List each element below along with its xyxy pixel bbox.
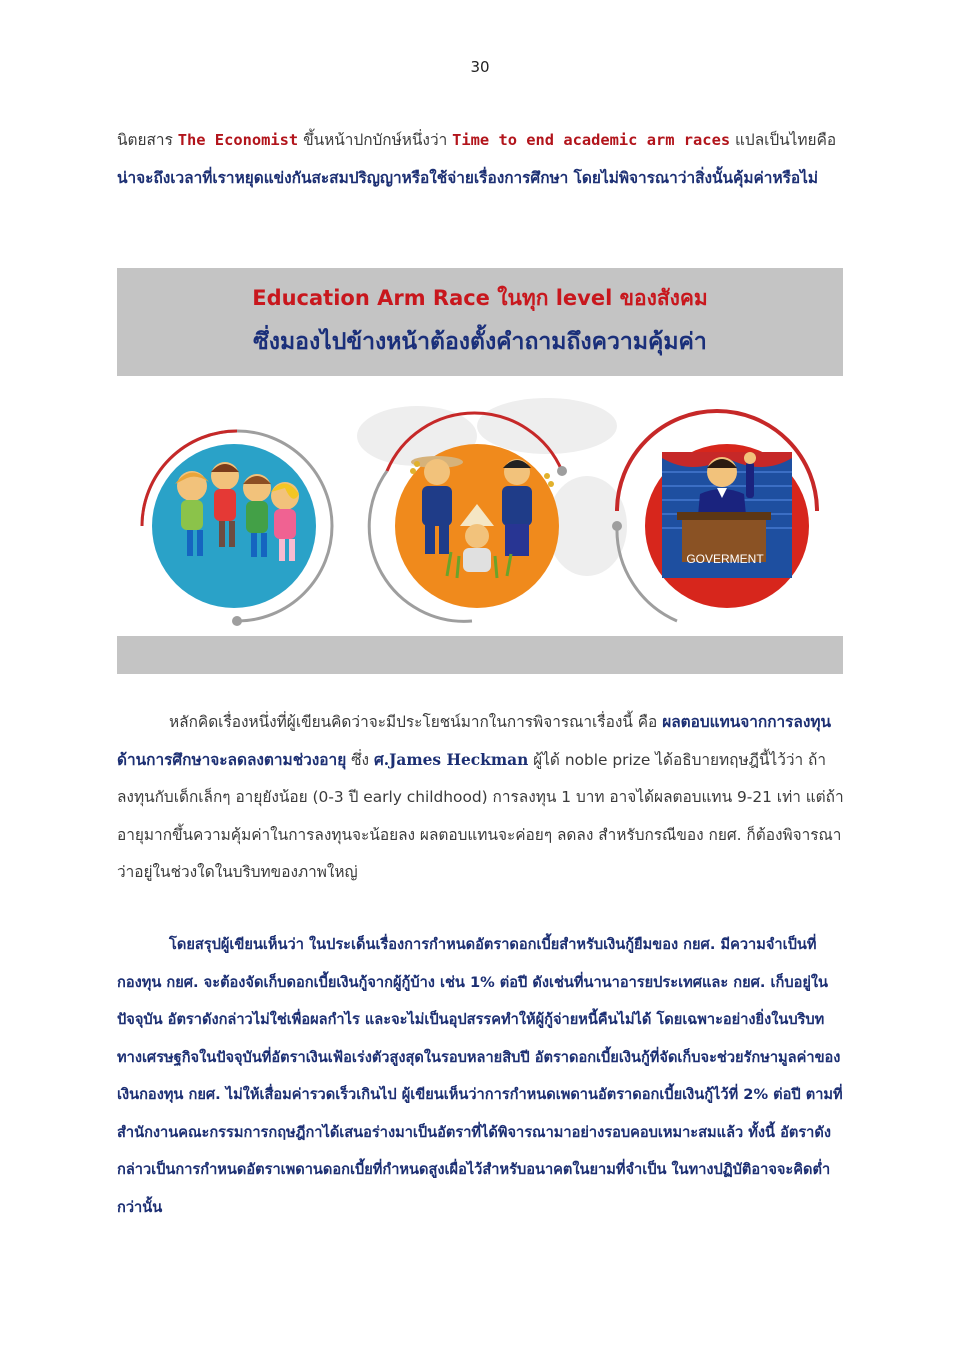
paragraph-heckman (117, 704, 844, 892)
para1-mid2: แปลเป็นไทยคือ (730, 131, 837, 149)
banner-illustration (117, 376, 843, 636)
banner-footer (117, 636, 843, 674)
banner-title-line2: ซึ่งมองไปข้างหน้าต้องตั้งคำถามถึงความคุ้มค่า (253, 329, 707, 355)
para2-tail: ผู้ได้ noble prize ได้อธิบายทฤษฎีนี้ไว้ว่า ถ้าลงทุนกับเด็กเล็กๆ อายุยังน้อย (0-3 ปี early childhood) การลงทุน 1 บาท อาจได้ผลตอบแทน 9-21 เท่า แต่ถ้าอายุมากขึ้นความคุ้มค่าในการลงทุนจะน้อยลง ผลตอบแทนจะค่อยๆ ลดลง สำหรับกรณีของ กยศ. ก็ต้องพิจารณาว่าอยู่ในช่วงใดในบริบทของภาพใหญ่ (117, 750, 844, 881)
podium-label: GOVERMENT (686, 552, 764, 566)
page-number: 30 (470, 58, 490, 76)
education-arm-race-banner (117, 268, 843, 674)
paragraph-economist (117, 122, 844, 197)
paragraph-conclusion: โดยสรุปผู้เขียนเห็นว่า ในประเด็นเรื่องการกำหนดอัตราดอกเบี้ยสำหรับเงินกู้ยืมของ กยศ. มีความจำเป็นที่กองทุน กยศ. จะต้องจัดเก็บดอกเบี้ยเงินกู้จากผู้กู้บ้าง เช่น 1% ต่อปี ดังเช่นที่นานาอารยประเทศและ กยศ. เก็บอยู่ในปัจจุบัน อัตราดังกล่าวไม่ใช่เพื่อผลกำไร และจะไม่เป็นอุปสรรคทำให้ผู้กู้จ่ายหนี้คืนไม่ได้ โดยเฉพาะอย่างยิ่งในบริบททางเศรษฐกิจในปัจจุบันที่อัตราเงินเฟ้อเร่งตัวสูงสุดในรอบหลายสิบปี อัตราดอกเบี้ยเงินกู้ที่จัดเก็บจะช่วยรักษามูลค่าของเงินกองทุน กยศ. ไม่ให้เสื่อมค่ารวดเร็วเกินไป ผู้เขียนเห็นว่าการกำหนดเพดานอัตราดอกเบี้ยเงินกู้ไว้ที่ 2% ต่อปี ตามที่สำนักงานคณะกรรมการกฤษฎีกาได้เสนอร่างมาเป็นอัตราที่ได้พิจารณามาอย่างรอบคอบเหมาะสมแล้ว ทั้งนี้ อัตราดังกล่าวเป็นการกำหนดอัตราเพดานดอกเบี้ยที่กำหนดสูงเผื่อไว้สำหรับอนาคตในยามที่จำเป็น ในทางปฏิบัติอาจจะคิดต่ำกว่านั้น (117, 936, 843, 1216)
government-circle (612, 411, 817, 621)
returns-emphasis: ผลตอบแทนจากการลงทุนด้านการศึกษาจะลดลงตามช่วงอายุ (117, 713, 832, 769)
banner-title-line1: Education Arm Race ในทุก level ของสังคม (252, 286, 708, 310)
headline-translation: น่าจะถึงเวลาที่เราหยุดแข่งกันสะสมปริญญาหรือใช้จ่ายเรื่องการศึกษา โดยไม่พิจารณาว่าสิ่งนั้นคุ้มค่าหรือไม่ (117, 168, 818, 187)
para2-intro: หลักคิดเรื่องหนึ่งที่ผู้เขียนคิดว่าจะมีประโยชน์มากในการพิจารณาเรื่องนี้ คือ (169, 713, 663, 731)
children-circle (142, 431, 332, 626)
para2-mid: ซึ่ง (346, 750, 374, 769)
para1-prefix: นิตยสาร (117, 131, 178, 149)
heckman-name: ศ.James Heckman (373, 750, 529, 769)
para1-mid1: ขึ้นหน้าปกบักษ์หนึ่งว่า (298, 131, 453, 149)
magazine-name: The Economist (177, 131, 299, 149)
cover-headline: Time to end academic arm races (452, 131, 731, 149)
